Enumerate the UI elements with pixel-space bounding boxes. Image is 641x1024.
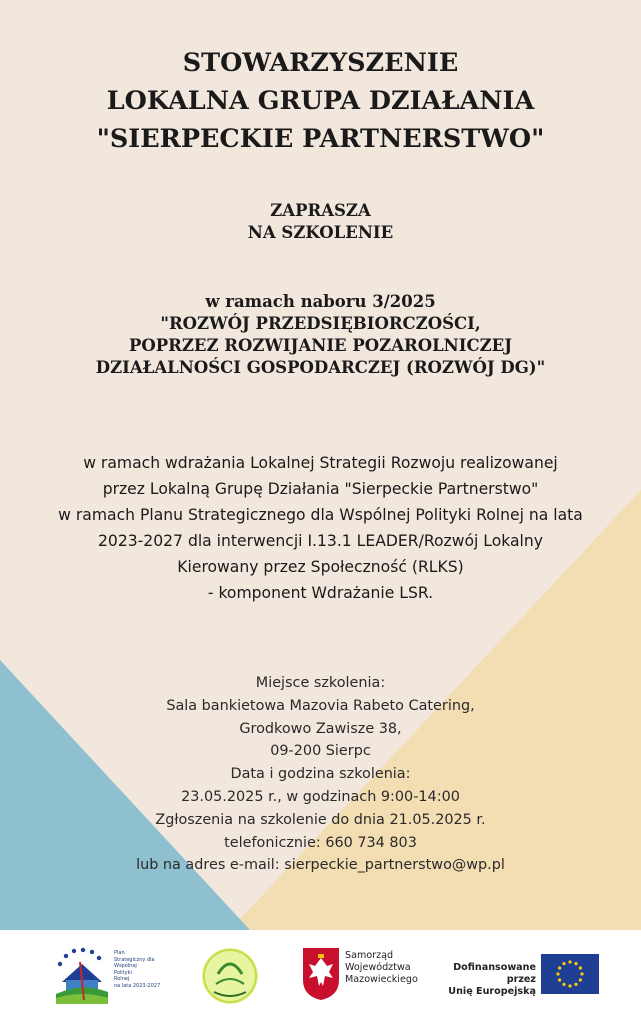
call-for-proposals (0, 291, 641, 379)
strategy-line-1: w ramach wdrażania Lokalnej Strategii Rozwoju realizowanej (83, 454, 558, 472)
strategy-line-2: przez Lokalną Grupę Działania "Sierpeckie Partnerstwo" (102, 480, 539, 498)
ps-caption-6: na lata 2023-2027 (114, 982, 161, 989)
registration-deadline: Zgłoszenia na szkolenie do dnia 21.05.2025 r. (155, 811, 486, 828)
contact-email[interactable]: lub na adres e-mail: sierpeckie_partnerstwo@wp.pl (136, 857, 505, 874)
strategy-line-6: - komponent Wdrażanie LSR. (207, 584, 434, 602)
ps-caption-2: Strategiczny dla (114, 956, 155, 963)
eu-star-icon (574, 983, 577, 986)
nabor-line-1: w ramach naboru 3/2025 (205, 292, 436, 311)
ps-caption-1: Plan (114, 950, 125, 956)
title-line-2: LOKALNA GRUPA DZIAŁANIA (106, 86, 535, 116)
invite-line-1: ZAPRASZA (270, 201, 371, 220)
organization-title (0, 44, 641, 158)
invitation (0, 200, 641, 244)
lgd-emblem-icon (196, 944, 264, 1010)
strategy-description (0, 450, 641, 606)
strategy-line-5: Kierowany przez Społeczność (RLKS) (177, 558, 464, 576)
place-street: Grodkowo Zawisze 38, (239, 720, 402, 737)
eu-line-1: Dofinansowane przez (453, 962, 536, 985)
date-label: Data i godzina szkolenia: (230, 766, 411, 783)
eu-star-icon (562, 983, 565, 986)
eu-cofinancing-logo (423, 950, 603, 1000)
ps-caption-3: Wspólnej (114, 963, 137, 970)
title-line-3: "SIERPECKIE PARTNERSTWO" (96, 124, 545, 154)
samorzad-mazowieckie-logo (301, 946, 418, 1008)
contact-phone: telefonicznie: 660 734 803 (224, 834, 417, 851)
strategy-line-3: w ramach Planu Strategicznego dla Wspólnej Polityki Rolnej na lata (58, 506, 583, 524)
eu-line-2: Unię Europejską (448, 986, 536, 997)
smw-line-1: Samorząd (345, 950, 394, 961)
place-label: Miejsce szkolenia: (255, 675, 386, 691)
eu-star-icon (558, 966, 561, 969)
strategy-line-4: 2023-2027 dla interwencji I.13.1 LEADER/Rozwój Lokalny (97, 532, 543, 550)
eu-star-icon (568, 960, 571, 963)
eu-star-icon (562, 962, 565, 965)
eu-text (426, 962, 536, 998)
nabor-line-3: POPRZEZ ROZWIJANIE POZAROLNICZEJ (128, 336, 513, 355)
plan-strategiczny-caption (114, 950, 174, 990)
date-value: 23.05.2025 r., w godzinach 9:00-14:00 (181, 788, 460, 805)
smw-line-2: Województwa (345, 962, 411, 973)
eu-flag-icon (541, 954, 599, 994)
plan-strategiczny-emblem-icon (52, 942, 112, 1008)
nabor-line-4: DZIAŁALNOŚCI GOSPODARCZEJ (ROZWÓJ DG)" (95, 358, 546, 377)
training-details (0, 672, 641, 877)
place-name: Sala bankietowa Mazovia Rabeto Catering, (166, 697, 475, 714)
ps-caption-5: Rolnej (114, 976, 130, 983)
eu-star-icon (556, 972, 559, 975)
nabor-line-2: "ROZWÓJ PRZEDSIĘBIORCZOŚCI, (160, 314, 481, 333)
eu-star-icon (574, 962, 577, 965)
place-city: 09-200 Sierpc (270, 743, 371, 760)
invite-line-2: NA SZKOLENIE (247, 223, 394, 242)
plan-strategiczny-logo (52, 942, 172, 1008)
eu-star-icon (558, 978, 561, 981)
logo-footer (0, 930, 641, 1024)
smw-line-3: Mazowieckiego (345, 974, 418, 985)
lgd-logo (196, 944, 264, 1010)
samorzad-text (345, 950, 418, 986)
eu-star-icon (579, 978, 582, 981)
mazowsze-eagle-icon (301, 946, 341, 1002)
ps-caption-4: Polityki (114, 969, 132, 976)
eu-star-icon (579, 966, 582, 969)
eu-star-icon (580, 972, 583, 975)
title-line-1: STOWARZYSZENIE (182, 48, 459, 78)
eu-star-icon (568, 984, 571, 987)
